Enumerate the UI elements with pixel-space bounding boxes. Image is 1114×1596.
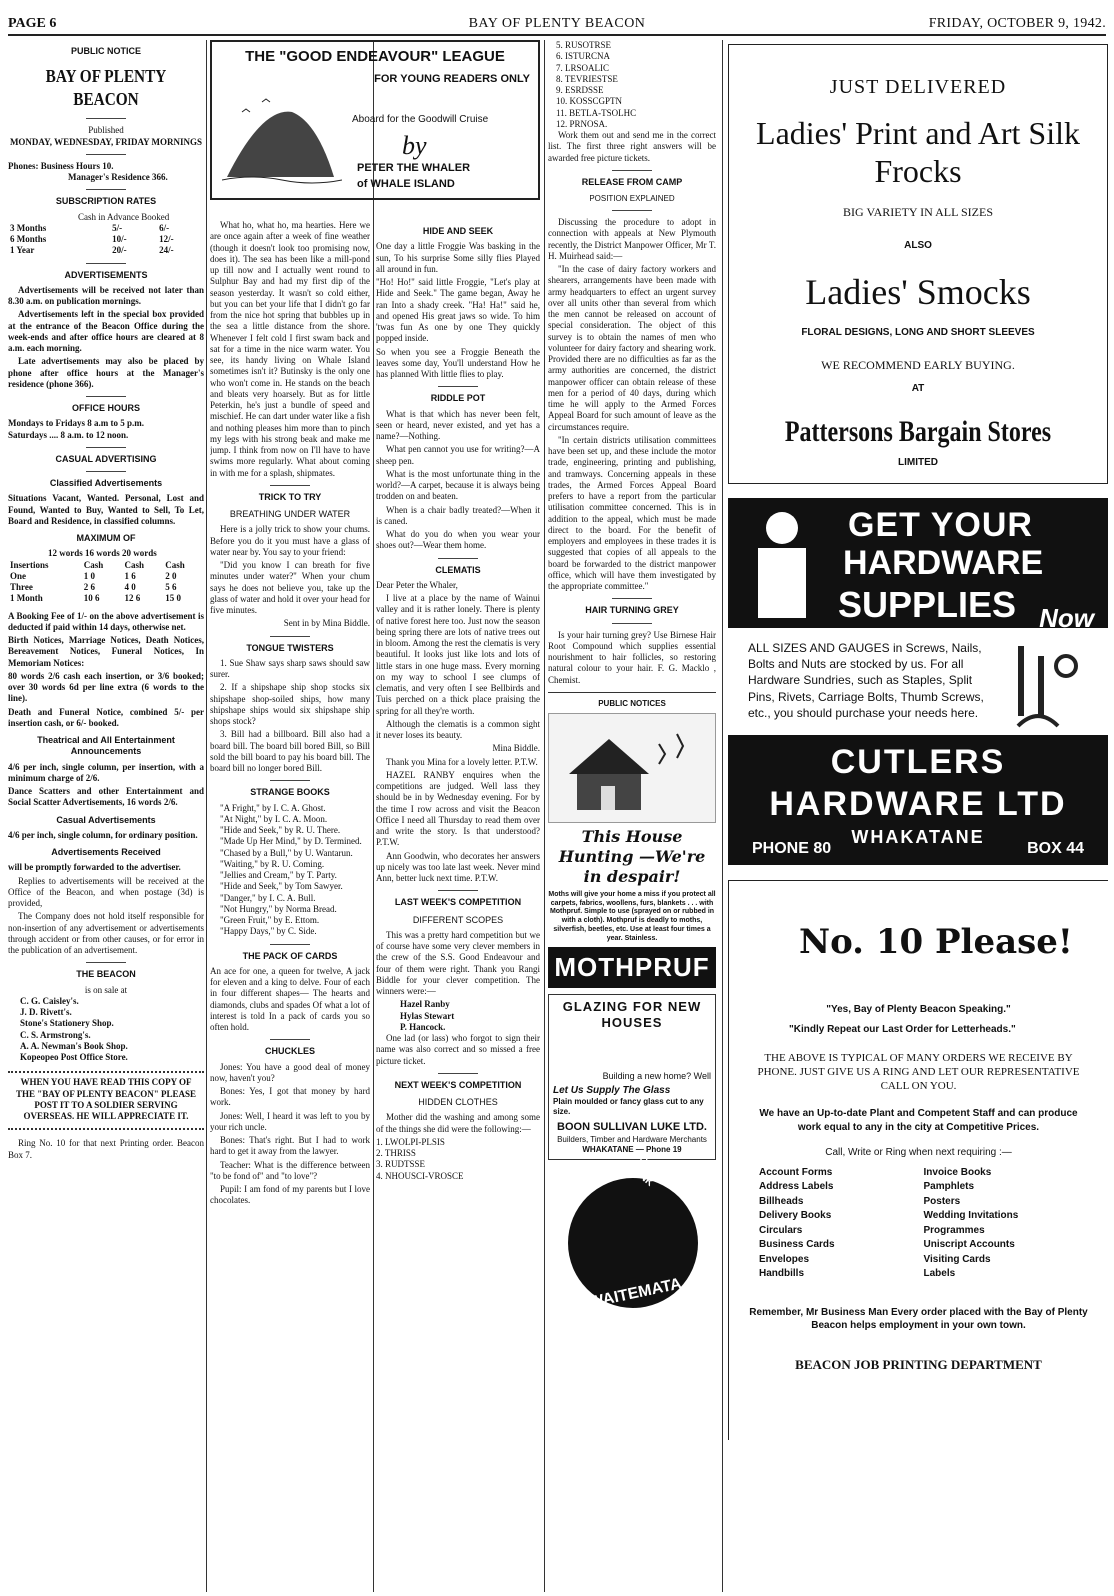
table-row: Insertions Cash Cash Cash (10, 559, 185, 570)
divider (438, 890, 478, 891)
list-item: "Green Fruit," by E. Ettom. (220, 915, 320, 925)
cutlers-town: WHAKATANE (851, 826, 985, 847)
last-week-heading: LAST WEEK'S COMPETITION (394, 897, 522, 908)
poem-stanza: One day a little Froggie Was basking in the sun, To his surprise Some silly flies Played all around in fun. (376, 241, 540, 274)
release-text: Discussing the procedure to adopt in connection with appeals at New Plymouth recently, the District Manpower Officer, Mr T. H. Muirhead said:— (548, 217, 716, 261)
list-item: C. G. Caisley's. (20, 995, 79, 1006)
hardware-line2: HARDWARE (843, 544, 1044, 582)
pattersons-name: Pattersons Bargain Stores (784, 415, 1052, 449)
glazing-heading: GLAZING FOR NEW HOUSES (562, 998, 702, 1030)
divider (270, 636, 310, 637)
list-item: "Happy Days," by C. Side. (220, 926, 317, 937)
no10-headline: No. 10 Please! (799, 922, 1073, 962)
list-item: 3. RUDTSSE (376, 1159, 426, 1170)
sellers-list (8, 996, 204, 1064)
divider (612, 210, 652, 211)
league-author: PETER THE WHALER (357, 162, 471, 174)
job-printing-ad (728, 880, 1108, 1440)
printing-list-a (759, 1166, 924, 1282)
office-hours-heading: OFFICE HOURS (71, 403, 140, 413)
hardware-line1: GET YOUR (848, 506, 1033, 544)
pack-of-cards-poem: An ace for one, a queen for twelve, A jack for eleven and a king to delve. Four of each in four different shapes— The hearts and diamonds, clubs and spades Of what a lot of interest is told In a pack of cards you so often hold. (210, 965, 370, 1032)
column-peter-the-whaler (210, 220, 370, 1592)
riddle: When is a chair badly treated?—When it is caned. (376, 504, 540, 526)
limited-text: LIMITED (898, 456, 938, 468)
letter-reply: Thank you Mina for a lovely letter. P.T.W. (386, 756, 538, 767)
classified-heading: Classified Advertisements (49, 478, 163, 488)
birth-notice-rates: 80 words 2/6 cash each insertion, or 3/6 booked; over 30 words 6d per line extra (6 words to the line). (8, 670, 204, 704)
column-four (548, 40, 716, 1592)
list-item: Circulars (759, 1224, 803, 1236)
league-by: by (402, 131, 427, 160)
list-item: 8. TEVRIESTSE (556, 73, 618, 84)
divider (86, 962, 126, 963)
casual-rates: 4/6 per inch, single column, for ordinary position. (8, 829, 198, 840)
cutlers-banner (728, 735, 1108, 865)
house-icon (549, 714, 709, 814)
riddle: What is the most unfortunate thing in the world?—A carpet, because it is always being trodden on and beaten. (376, 468, 540, 502)
table-row: 3 Months 5/- 6/- (10, 222, 170, 233)
the-beacon-heading: THE BEACON (76, 969, 136, 980)
list-item: 2. THRISS (376, 1148, 416, 1158)
just-delivered: JUST DELIVERED (829, 76, 1007, 98)
variety-text: BIG VARIETY IN ALL SIZES (843, 204, 993, 219)
column-ads (728, 40, 1108, 1592)
column-rule (206, 40, 207, 1592)
tongue-twister: 1. Sue Shaw says sharp saws should saw surer. (210, 657, 370, 679)
cutlers-box: BOX 44 (1027, 839, 1084, 857)
list-item: 4. NHOUSCI-VROSCE (376, 1170, 464, 1181)
manager-phone: Manager's Residence 366. (68, 172, 168, 182)
league-subtitle: FOR YOUNG READERS ONLY (374, 72, 530, 85)
list-item: Address Labels (759, 1181, 834, 1193)
hide-and-seek-heading: HIDE AND SEEK (422, 226, 494, 236)
divider (86, 447, 126, 448)
glazing-building: Building a new home? Well (602, 1071, 711, 1082)
received-text: will be promptly forwarded to the advertiser. (8, 862, 181, 873)
list-item: "Chased by a Bull," by U. Wantarun. (220, 847, 353, 858)
quote-repeat: "Kindly Repeat our Last Order for Letterheads." (789, 1024, 1016, 1035)
divider (86, 263, 126, 264)
divider (438, 1073, 478, 1074)
divider (270, 944, 310, 945)
glazing-ad (548, 994, 716, 1160)
printing-list (749, 1166, 1088, 1282)
page-number: PAGE 6 (8, 16, 57, 31)
chuckle-line: Pupil: I am fond of my parents but I love chocolates. (210, 1184, 370, 1206)
letter-salutation: Dear Peter the Whaler, (376, 579, 458, 590)
hidden-clothes-heading: HIDDEN CLOTHES (418, 1097, 498, 1107)
divider (270, 485, 310, 486)
list-item: "Hide and Seek," by R. U. There. (220, 825, 341, 835)
league-island: of WHALE ISLAND (357, 178, 455, 190)
public-notices-heading: PUBLIC NOTICES (598, 698, 666, 708)
riddle: What pen cannot you use for writing?—A sheep pen. (376, 444, 540, 466)
theatre-rates: 4/6 per inch, single column, per insertion, with a minimum charge of 2/6. (8, 761, 204, 783)
list-item: 10. KOSSCGPTN (556, 96, 623, 107)
list-item: "Not Hungry," by Norma Bread. (220, 903, 337, 914)
soldier-notice-box (8, 1071, 204, 1130)
printing-list-b (924, 1166, 1089, 1282)
adv-phone: Late advertisements may also be placed by phone after office hours at the Manager's residence (phone 366). (8, 356, 204, 389)
letter-text: I live at a place by the name of Wainui valley and it is rather lonely. There is plenty of native forest here too. Just now the season being spring there are lots of native trees out in bloom. Among the rest the clematis is very beautiful. It looks just like lots and lots of little stars in one huge mass. Every morning on my way to school I see clumps of clematis, and very often I see Bellbirds and Tuis perched on a thick place praising the spring for all they're worth. (376, 593, 540, 716)
dance-rates: Dance Scatters and other Entertainment and Social Scatter Advertisements, 16 words 2/6. (8, 786, 204, 808)
theatre-heading: Theatrical and All Entertainment Announcements (37, 735, 175, 757)
floral-text: FLORAL DESIGNS, LONG AND SHORT SLEEVES (801, 327, 1035, 339)
issue-date: FRIDAY, OCTOBER 9, 1942. (928, 16, 1106, 31)
list-item: 5. RUSOTRSE (556, 40, 612, 50)
paper-name: BAY OF PLENTY BEACON (468, 16, 646, 31)
advertisements-heading: ADVERTISEMENTS (64, 269, 148, 280)
frocks-headline: Ladies' Print and Art Silk Frocks (756, 115, 1080, 190)
tongue-twister: 3. Bill had a billboard. Bill also had a board bill. The board bill bored Bill, so Bill sold the bill board to pay his board bill. The board bill no longer bored Bill. (210, 729, 370, 773)
clematis-heading: CLEMATIS (435, 564, 481, 575)
list-item: J. D. Rivett's. (20, 1007, 72, 1017)
list-item: C. S. Armstrong's. (20, 1029, 91, 1040)
booking-fee: A Booking Fee of 1/- on the above advertisement is deducted if paid within 14 days, otherwise net. (8, 610, 204, 632)
chuckles-heading: CHUCKLES (264, 1046, 315, 1057)
list-item: Posters (923, 1195, 961, 1207)
list-item: Visiting Cards (923, 1253, 991, 1265)
tongue-twister: 2. If a shipshape ship shop stocks six shipshape shop-soiled ships, how many shipshape ships would six shipshape ship shops stock? (210, 682, 370, 726)
list-item: P. Hancock. (400, 1021, 446, 1032)
list-item: 9. ESRDSSE (556, 85, 604, 95)
riddle-pot-heading: RIDDLE POT (430, 393, 486, 404)
table-row: 1 Month 10 6 12 6 15 0 (10, 593, 181, 604)
hardware-line3: SUPPLIES (838, 584, 1017, 625)
chuckle-line: Jones: Well, I heard it was left to you by your rich uncle. (210, 1110, 370, 1132)
max-words: 12 words 16 words 20 words (48, 548, 157, 559)
list-item: Labels (923, 1268, 956, 1280)
table-row: Three 2 6 4 0 5 6 (10, 582, 177, 592)
list-item: 7. LRSOALIC (556, 62, 610, 73)
competition-text: One lad (or lass) who forgot to sign their name was also correct and so missed a free picture ticket. (376, 1033, 540, 1066)
hidden-list (376, 1137, 540, 1182)
list-item: "At Night," by I. C. A. Moon. (220, 813, 328, 824)
cutlers-hardware-ad (728, 498, 1108, 868)
at-text: AT (911, 382, 925, 394)
typical-orders: THE ABOVE IS TYPICAL OF MANY ORDERS WE RECEIVE BY PHONE. JUST GIVE US A RING AND LET OUR REPRESENTATIVE CALL ON YOU. (757, 1051, 1080, 1093)
riddle: What do you do when you wear your shoes out?—Wear them home. (376, 529, 540, 551)
waitemata-brand: WAITEMATA (587, 1275, 684, 1312)
hardware-body (728, 628, 1108, 721)
list-item: Hazel Ranby (400, 999, 450, 1010)
replies-text: Replies to advertisements will be received at the Office of the Beacon, and when postage (3d) is provided, (8, 875, 204, 908)
list-item: Kopeopeo Post Office Store. (20, 1052, 128, 1062)
competition-instructions: Work them out and send me in the correct list. The first three right answers will be awarded free picture tickets. (548, 130, 716, 163)
quote-speaking: "Yes, Bay of Plenty Beacon Speaking." (826, 1003, 1011, 1015)
chuckle-line: Jones: You have a good deal of money now, haven't you? (210, 1061, 370, 1083)
strange-books-list (210, 803, 370, 938)
mothpruf-logo: MOTHPRUF (548, 947, 716, 988)
boon-trade: Builders, Timber and Hardware Merchants (557, 1134, 707, 1144)
remember-text: Remember, Mr Business Man Every order placed with the Bay of Plenty Beacon helps employment in your own town. (749, 1306, 1088, 1332)
list-item: Envelopes (759, 1253, 810, 1265)
cutlers-phone: PHONE 80 (752, 839, 832, 857)
birth-notices: Birth Notices, Marriage Notices, Death Notices, Bereavement Notices, Funeral Notices, In Memoriam Notices: (8, 635, 204, 668)
divider (86, 118, 126, 119)
list-item: "A Fright," by I. C. A. Ghost. (220, 802, 326, 813)
boon-phone: WHAKATANE — Phone 19 (582, 1144, 682, 1154)
chuckle-line: Teacher: What is the difference between "to be fond of" and "to love"? (210, 1159, 370, 1181)
list-item: A. A. Newman's Book Shop. (20, 1040, 128, 1051)
received-heading: Advertisements Received (51, 847, 161, 857)
list-item: 1. LWOLPI-PLSIS (376, 1136, 445, 1147)
league-title: THE "GOOD ENDEAVOUR" LEAGUE (245, 48, 505, 65)
mothpruf-text: Moths will give your home a miss if you protect all carpets, fabrics, woollens, furs, blankets . . . with Mothpruf. Simple to use (sprayed on or rubbed in with a cloth). Mothpruf is deadly to moths, silverfish, beetles, etc. Use at least four times a year. Stainless. (548, 890, 716, 942)
hardware-now: Now (1039, 603, 1094, 633)
list-item: "Made Up Her Mind," by D. Termined. (220, 836, 362, 847)
plant-text: We have an Up-to-date Plant and Competent Staff and can produce work equal to any in the city at Competitive Prices. (759, 1108, 1078, 1134)
list-item: "Jellies and Cream," by T. Party. (220, 870, 337, 880)
cutlers-name: CUTLERS (830, 742, 1006, 781)
list-item: Handbills (759, 1268, 805, 1280)
phones: Phones: Business Hours 10. (8, 160, 114, 171)
casual-heading: CASUAL ADVERTISING (55, 453, 157, 464)
column-rule (722, 40, 723, 1592)
strange-books-heading: STRANGE BOOKS (250, 787, 330, 798)
table-row: 6 Months 10/- 12/- (10, 234, 174, 244)
tools-icon (1008, 636, 1088, 746)
subscription-heading: SUBSCRIPTION RATES (55, 196, 157, 207)
league-cruise: Aboard for the Goodwill Cruise (352, 114, 489, 125)
casual2-heading: Casual Advertisements (56, 814, 156, 825)
hair-heading: HAIR TURNING GREY (585, 605, 679, 616)
column-young-readers (376, 220, 540, 1592)
release-text: "In the case of dairy factory workers and shearers, arrangements have been made with army headquarters to effect an urgent survey over all units other than several from which the men cannot be released on account of special consideration. The object of this survey is to obtain the names of men who volunteer for dairy factory and shearing work. Provided there are no difficulties as far as the army authorities are concerned, the district manpower officer can obtain release of these men for a period of 40 days, during which time he will apply to the Armed Forces Appeal Board for such amount of leave as the circumstances require. (548, 264, 716, 432)
waitemata-slogan: TODAY'S GREAT DRINK (624, 1149, 701, 1210)
smocks-headline: Ladies' Smocks (805, 272, 1031, 313)
subscription-table (8, 223, 204, 257)
winners-list (376, 999, 540, 1033)
column-rule (544, 40, 545, 1592)
competition-text: This was a pretty hard competition but we of course have some very clever members in the crew of the S.S. Good Endeavour and four of them were right. Thank you Rangi Biddle for your clever competition. The winners were:— (376, 929, 540, 996)
list-item: Stone's Stationery Shop. (20, 1018, 114, 1029)
pattersons-ad (728, 44, 1108, 484)
list-item: Invoice Books (923, 1166, 992, 1178)
poem-stanza: So when you see a Froggie Beneath the leaves some day, You'll understand How he has planned With little flies to play. (376, 346, 540, 379)
boon-name: BOON SULLIVAN LUKE LTD. (557, 1121, 707, 1133)
breathing-heading: BREATHING UNDER WATER (229, 509, 351, 519)
divider (86, 396, 126, 397)
list-item: Uniscript Accounts (923, 1239, 1015, 1251)
different-scopes-heading: DIFFERENT SCOPES (412, 914, 504, 925)
job-printing-department: BEACON JOB PRINTING DEPARTMENT (795, 1356, 1042, 1372)
list-item: Hylas Stewart (400, 1010, 455, 1021)
house-hunting-headline: This House Hunting —We're in despair! (558, 826, 706, 886)
insertions-table (8, 560, 204, 605)
list-item: 12. PRNOSA. (556, 118, 608, 129)
whale-island-illustration (222, 92, 342, 192)
divider (612, 623, 652, 624)
pack-of-cards-heading: THE PACK OF CARDS (242, 950, 338, 961)
riddle: What is that which has never been felt, seen or heard, never existed, and yet has a name?—Nothing. (376, 408, 540, 441)
adv-box: Advertisements left in the special box provided at the entrance of the Beacon Office during the week-ends and after office hours are cleared at 8 a.m. each morning. (8, 309, 204, 353)
hidden-list-cont (548, 40, 716, 130)
company-disclaimer: The Company does not hold itself responsible for non-insertion of any advertisement or advertisements through accident or from other causes, or for error in the publication of an advertisement. (8, 911, 204, 955)
call-write-ring: Call, Write or Ring when next requiring :— (825, 1147, 1012, 1159)
divider (612, 598, 652, 599)
list-item: "Hide and Seek," by Tom Sawyer. (220, 881, 343, 892)
list-item: Pamphlets (923, 1181, 975, 1193)
ann-note: Ann Goodwin, who decorates her answers up nicely was too late last week. Never mind Ann, better luck next time. P.T.W. (376, 850, 540, 883)
divider (270, 780, 310, 781)
list-item: Wedding Invitations (923, 1210, 1019, 1222)
letter-signature: Mina Biddle. (492, 743, 540, 754)
glazing-items: Plain moulded or fancy glass cut to any size. (553, 1097, 704, 1116)
league-banner (210, 40, 540, 200)
chuckle-line: Bones: That's right. But I had to work hard to get it away from the lawyer. (210, 1135, 370, 1157)
intro-text: What ho, what ho, ma hearties. Here we are once again after a week of fine weather (though it doesn't look too promising now, does it). The sea has been like a mill-pond up till now and I actually went round to Sulphur Bay and had my first dip of the season yesterday. It wasn't so cold either, but you can bet your life that I didn't go far from the nice hot spring that bubbles up in the sea a little distance from the shore. Whenever I felt cold I first swam back and sat for a time in the nice warm water. You see, its handy living on Whale Island sometimes isn't it? Butinsky is the only one who won't come in. He stands on the beach and bleats very hoarsely. But as for little Peterkin, he's just a bundle of speed and mischief. He can dart under water like a fish and nothing pleases him more than to pinch my legs with his strong beak and make me jump. I think from now on I'll have to have swims more regularly. What about coming in with me for a splash, shipmates. (210, 220, 370, 478)
hidden-intro: Mother did the washing and among some of the things she did were the following:— (376, 1112, 540, 1134)
table-row: 1 Year 20/- 24/- (10, 245, 174, 256)
death-notice: Death and Funeral Notice, combined 5/- per insertion cash, or 6/- booked. (8, 706, 204, 728)
house-illustration (548, 713, 716, 823)
publication-days: MONDAY, WEDNESDAY, FRIDAY MORNINGS (9, 136, 203, 147)
recommend-text: WE RECOMMEND EARLY BUYING. (821, 357, 1015, 372)
list-item: 6. ISTURCNA (556, 51, 611, 62)
hardware-banner (728, 498, 1108, 633)
workman-icon (732, 498, 832, 628)
letter-text: Although the clematis is a common sight it never loses its beauty. (376, 718, 540, 740)
trick-text: "Did you know I can breath for five minutes under water?" When your chum says he does not believe you, take up the glass of water and hold it over your head for five minutes. (210, 560, 370, 615)
table-row: One 1 0 1 6 2 0 (10, 570, 177, 581)
hazel-note: HAZEL RANBY enquires when the competitions are judged. Well lass they should be in by Wednesday evening. For by the time I row across and visit the Beacon Office I need all Thursday to read them over and write the story. Is that understood? P.T.W. (376, 769, 540, 848)
list-item: Programmes (923, 1224, 985, 1236)
maximum-heading: MAXIMUM OF (76, 533, 136, 543)
subscription-cash: Cash in Advance Booked (78, 211, 170, 222)
divider (86, 189, 126, 190)
next-week-heading: NEXT WEEK'S COMPETITION (394, 1079, 522, 1090)
published-label: Published (88, 125, 124, 136)
list-item: Delivery Books (759, 1210, 832, 1222)
list-item: "Waiting," by R. U. Coming. (220, 858, 325, 869)
cutlers-hardware: HARDWARE LTD (769, 785, 1067, 824)
office-hours-weekday: Mondays to Fridays 8 a.m to 5 p.m. (8, 418, 145, 429)
trick-sender: Sent in by Mina Biddle. (283, 618, 370, 629)
divider (612, 170, 652, 171)
on-sale-at: is on sale at (84, 984, 128, 995)
hair-text: Is your hair turning grey? Use Birnese Hair Root Compound which supplies essential nourishment to hair follicles, so restoring natural colour to your hair. F. G. Macklo , Chemist. (548, 629, 716, 685)
release-text: "In certain districts utilisation committees have been set up, and these include the motor trade, engineering, printing and publishing, and tramways. Concerning appeals in these trades, the Armed Forces Appeal Board prefers to have a report from the particular utilisation committee concerned. This is in addition to the appeal, which must be made direct to the board. For the benefit of employers and employees in these trades it is suggested that copies of all appeals to the board be forwarded to the district manpower office, which will have them investigated by the appropriate committee." (548, 434, 716, 591)
office-hours-saturday: Saturdays .... 8 a.m. to 12 noon. (8, 429, 129, 440)
adv-deadline: Advertisements will be received not later than 8.30 a.m. on publication mornings. (8, 284, 204, 306)
trick-heading: TRICK TO TRY (258, 491, 322, 502)
glazing-supply: Let Us Supply The Glass (553, 1084, 671, 1096)
divider (86, 154, 126, 155)
soldier-notice: WHEN YOU HAVE READ THIS COPY OF THE "BAY OF PLENTY BEACON" PLEASE POST IT TO A SOLDIER SERVING OVERSEAS. HE WILL APPRECIATE IT. (16, 1077, 196, 1121)
list-item: Business Cards (759, 1239, 835, 1251)
list-item: Billheads (759, 1195, 804, 1207)
also-text: ALSO (904, 239, 932, 251)
trick-text: Here is a jolly trick to show your chums. Before you do it you must have a glass of water near by. You say to your friend: (210, 524, 370, 557)
list-item: 11. BETLA-TSOLHC (556, 107, 637, 118)
divider (86, 471, 126, 472)
printing-order-notice: Ring No. 10 for that next Printing order. Beacon Box 7. (8, 1138, 204, 1160)
position-heading: POSITION EXPLAINED (589, 194, 675, 203)
release-heading: RELEASE FROM CAMP (581, 176, 683, 187)
tongue-twisters-heading: TONGUE TWISTERS (246, 642, 334, 653)
divider (438, 386, 478, 387)
classified-text: Situations Vacant, Wanted. Personal, Lost and Found, Wanted to Buy, Wanted to Sell, To Let, Board and Residence, in classified columns. (8, 493, 204, 526)
divider (270, 1039, 310, 1040)
public-notice-heading: PUBLIC NOTICE (70, 46, 141, 56)
beacon-title: BAY OF PLENTY BEACON (45, 66, 167, 109)
list-item: "Danger," by I. C. A. Bull. (220, 892, 316, 903)
poem-stanza: "Ho! Ho!" said little Froggie, "Let's play at Hide and Seek." The game began, Away he ran Into a shady creek. "Ha! Ha!" said he, and opened His great jaws so wide. To him 'twas fun As one by one They quickly popped inside. (376, 277, 540, 344)
column-public-notice (8, 40, 204, 1592)
hardware-text: ALL SIZES AND GAUGES in Screws, Nails, Bolts and Nuts are stocked by us. For all Hardware Sundries, such as Staples, Split Pins, Rivets, Carriage Bolts, Thumb Screws, etc., you should purchase your needs here. (748, 641, 984, 720)
masthead (8, 6, 1106, 36)
divider (438, 558, 478, 559)
chuckle-line: Bones: Yes, I got that money by hard work. (210, 1086, 370, 1108)
list-item: Account Forms (759, 1166, 833, 1178)
